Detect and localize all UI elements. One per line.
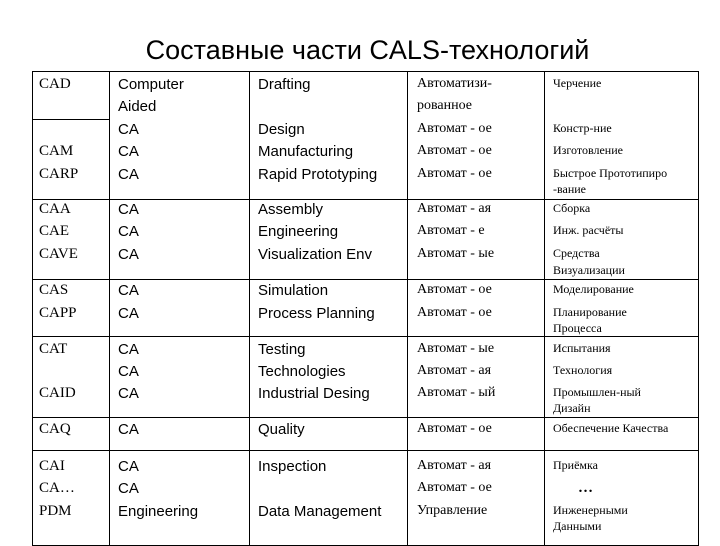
russian-meaning-cell: Промышлен-ный <box>553 385 641 399</box>
russian-term-cell: Автомат - ое <box>417 166 492 181</box>
russian-meaning-cell: Обеспечение Качества <box>553 421 669 435</box>
english-term-cell: Simulation <box>258 282 329 299</box>
russian-meaning-cell: Средства <box>553 246 600 260</box>
russian-meaning-cell: -вание <box>553 182 586 196</box>
english-term-cell: Inspection <box>258 458 327 475</box>
row-divider <box>32 279 699 280</box>
english-term-cell: Technologies <box>258 363 346 380</box>
abbreviation-cell: CAVE <box>39 246 78 262</box>
russian-meaning-cell: Визуализации <box>553 263 625 277</box>
english-term-cell: Industrial Desing <box>258 385 370 402</box>
russian-term-cell: Автоматизи- <box>417 76 492 91</box>
computer-aided-cell: Computer <box>118 76 184 93</box>
abbreviation-cell: CAD <box>39 76 71 92</box>
russian-term-cell: Автомат - ое <box>417 282 492 297</box>
row-divider <box>32 199 699 200</box>
abbreviation-cell: CARP <box>39 166 79 182</box>
russian-meaning-cell: … <box>578 480 593 496</box>
page-title: Составные части CALS-технологий <box>145 35 590 65</box>
row-divider <box>32 119 109 120</box>
russian-meaning-cell: Планирование <box>553 305 627 319</box>
russian-term-cell: Автомат - е <box>417 223 485 238</box>
english-term-cell: Data Management <box>258 503 382 520</box>
computer-aided-cell: CA <box>118 166 139 183</box>
abbreviation-cell: CAT <box>39 341 68 357</box>
russian-term-cell: Автомат - ый <box>417 385 496 400</box>
abbreviation-cell: CAS <box>39 282 69 298</box>
russian-meaning-cell: Констр-ние <box>553 121 612 135</box>
russian-meaning-cell: Быстрое Прототипиро <box>553 166 668 180</box>
column-divider <box>109 71 110 546</box>
abbreviation-cell: CAQ <box>39 421 71 437</box>
russian-meaning-cell: Изготовление <box>553 143 623 157</box>
russian-meaning-cell: Моделирование <box>553 282 634 296</box>
russian-term-cell: Управление <box>417 503 488 518</box>
russian-term-cell: Автомат - ая <box>417 363 492 378</box>
abbreviation-cell: CA… <box>39 480 75 496</box>
computer-aided-cell: CA <box>118 421 139 438</box>
row-divider <box>32 336 699 337</box>
computer-aided-cell: CA <box>118 143 139 160</box>
abbreviation-cell: PDM <box>39 503 72 519</box>
row-divider <box>32 450 699 451</box>
english-term-cell: Manufacturing <box>258 143 354 160</box>
english-term-cell: Engineering <box>258 223 339 240</box>
abbreviation-cell: CAE <box>39 223 69 239</box>
russian-meaning-cell: Черчение <box>553 76 602 90</box>
russian-term-cell: Автомат - ое <box>417 305 492 320</box>
computer-aided-cell: CA <box>118 385 139 402</box>
russian-term-cell: Автомат - ая <box>417 201 492 216</box>
russian-term-cell: Автомат - ое <box>417 421 492 436</box>
computer-aided-cell: CA <box>118 341 139 358</box>
computer-aided-cell: CA <box>118 246 139 263</box>
computer-aided-cell: CA <box>118 480 139 497</box>
computer-aided-cell: CA <box>118 121 139 138</box>
computer-aided-cell: CA <box>118 282 139 299</box>
russian-meaning-cell: Технология <box>553 363 613 377</box>
english-term-cell: Design <box>258 121 305 138</box>
computer-aided-cell: CA <box>118 363 139 380</box>
computer-aided-cell: CA <box>118 223 139 240</box>
english-term-cell: Testing <box>258 341 306 358</box>
column-divider <box>249 71 250 546</box>
russian-term-cell: Автомат - ая <box>417 458 492 473</box>
russian-meaning-cell: Сборка <box>553 201 591 215</box>
computer-aided-cell: CA <box>118 458 139 475</box>
english-term-cell: Assembly <box>258 201 324 218</box>
russian-meaning-cell: Приёмка <box>553 458 598 472</box>
russian-meaning-cell: Дизайн <box>553 401 591 415</box>
row-divider <box>32 417 699 418</box>
russian-term-cell: Автомат - ые <box>417 246 495 261</box>
abbreviation-cell: CAI <box>39 458 65 474</box>
english-term-cell: Drafting <box>258 76 311 93</box>
russian-term-cell: Автомат - ые <box>417 341 495 356</box>
english-term-cell: Process Planning <box>258 305 375 322</box>
russian-meaning-cell: Процесса <box>553 321 602 335</box>
russian-term-cell: Автомат - ое <box>417 480 492 495</box>
computer-aided-cell: CA <box>118 305 139 322</box>
computer-aided-cell: Aided <box>118 98 157 115</box>
russian-term-cell: Автомат - ое <box>417 143 492 158</box>
abbreviation-cell: CAID <box>39 385 76 401</box>
computer-aided-cell: CA <box>118 201 139 218</box>
russian-meaning-cell: Инж. расчёты <box>553 223 624 237</box>
computer-aided-cell: Engineering <box>118 503 199 520</box>
abbreviation-cell: CAM <box>39 143 74 159</box>
russian-term-cell: Автомат - ое <box>417 121 492 136</box>
english-term-cell: Quality <box>258 421 305 438</box>
abbreviation-cell: CAA <box>39 201 71 217</box>
russian-meaning-cell: Инженерными <box>553 503 628 517</box>
russian-term-cell: рованное <box>417 98 473 113</box>
column-divider <box>407 71 408 546</box>
russian-meaning-cell: Данными <box>553 519 602 533</box>
russian-meaning-cell: Испытания <box>553 341 611 355</box>
english-term-cell: Visualization Env <box>258 246 372 263</box>
abbreviation-cell: CAPP <box>39 305 77 321</box>
english-term-cell: Rapid Prototyping <box>258 166 378 183</box>
column-divider <box>544 71 545 546</box>
